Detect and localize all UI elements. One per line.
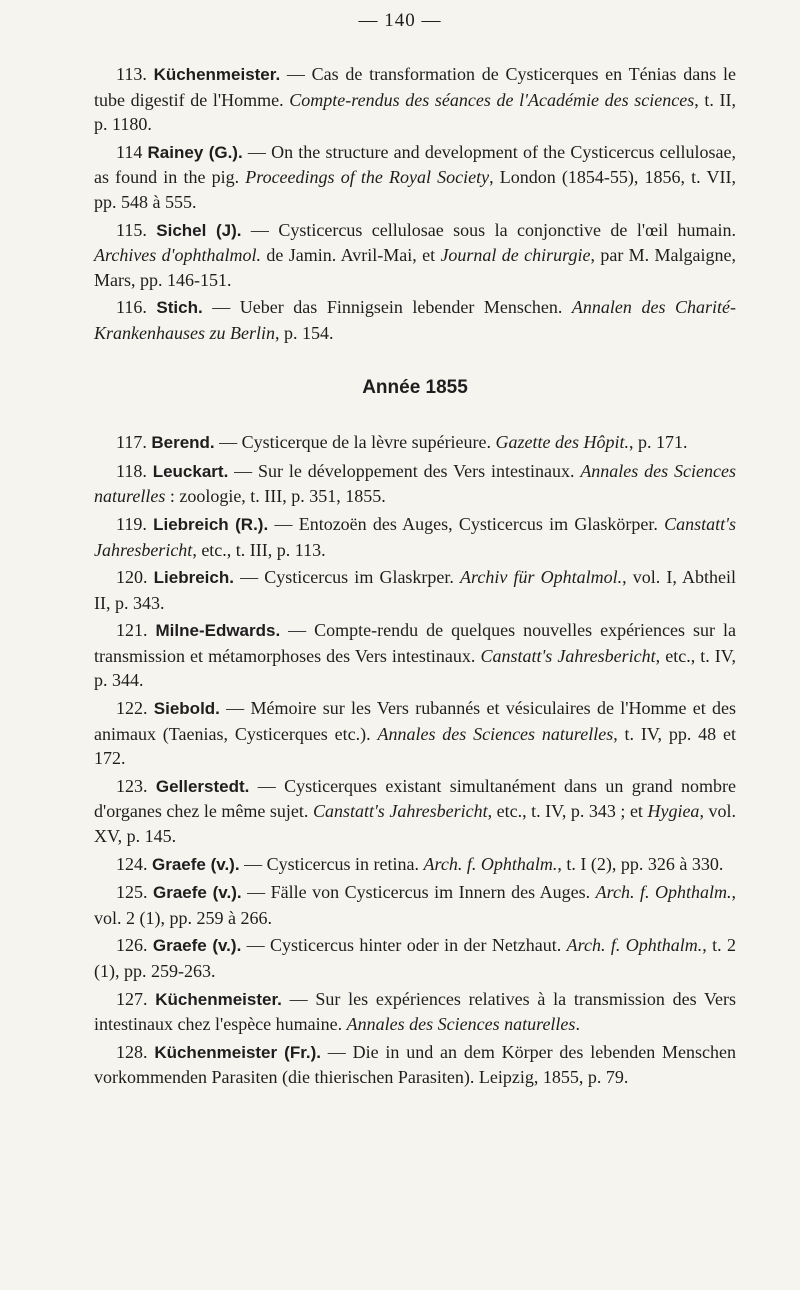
entry-source: Annales des Sciences naturelles xyxy=(346,1014,576,1035)
entry-title: — Mémoire sur les Vers rubannés et vésiculaires de l'Homme et des animaux (Taenias, Cysticerques etc.). xyxy=(94,698,737,744)
bibliography-entry xyxy=(94,880,736,930)
entry-details: , t. 2 (1), pp. 259-263. xyxy=(94,935,736,981)
entry-source: Archives d'ophthalmol. xyxy=(94,245,262,266)
entry-source: Arch. f. Ophthalm. xyxy=(595,882,732,903)
entry-number: 116. xyxy=(116,297,157,318)
entry-source: Archiv für Ophtalmol. xyxy=(460,567,623,588)
bibliography-entry xyxy=(94,62,736,137)
entry-number: 128. xyxy=(116,1041,155,1062)
entry-details: , etc., t. IV, p. 344. xyxy=(94,645,736,691)
page-number: — 140 — xyxy=(358,10,442,31)
entry-number: 115. xyxy=(116,219,157,240)
entry-source: Gazette des Hôpit. xyxy=(495,432,630,453)
entry-details: , p. 171. xyxy=(629,432,688,453)
entry-author: Leuckart. xyxy=(152,461,229,481)
entry-title: — Cas de transformation de Cysticerques en Ténias dans le tube digestif de l'Homme. xyxy=(94,64,736,110)
entry-source: Journal de chirurgie xyxy=(440,245,591,266)
bibliography-entry xyxy=(94,565,736,615)
entry-author: Liebreich. xyxy=(153,568,234,588)
bibliography-entry xyxy=(94,295,736,345)
entry-details: , t. II, p. 1180. xyxy=(94,89,736,135)
entry-author: Stich. xyxy=(156,298,203,318)
entry-details: , p. 154. xyxy=(274,322,334,343)
bibliography-entry xyxy=(94,852,736,878)
entry-number: 121. xyxy=(116,620,156,641)
entry-author: Siebold. xyxy=(153,699,220,719)
entry-details: , vol. 2 (1), pp. 259 à 266. xyxy=(94,882,736,928)
entry-source: Annales des Sciences naturelles xyxy=(94,460,736,507)
entry-title: — Cysticercus in retina. xyxy=(239,853,424,874)
entry-author: Küchenmeister. xyxy=(155,989,282,1009)
entries-before-1855 xyxy=(94,62,736,346)
entry-source: Canstatt's Jahresbericht xyxy=(312,801,488,822)
entry-source: Arch. f. Ophthalm. xyxy=(423,853,558,874)
entry-source: Canstatt's Jahresbericht xyxy=(94,513,736,560)
bibliography-entry xyxy=(94,1040,736,1090)
entry-source: Annales des Sciences naturelles xyxy=(377,723,614,744)
entry-number: 125. xyxy=(116,882,154,903)
entry-number: 127. xyxy=(116,988,156,1009)
entry-source: Canstatt's Jahresbericht xyxy=(480,645,656,666)
bibliography-entry xyxy=(94,459,736,509)
entry-author: Küchenmeister (Fr.). xyxy=(154,1042,321,1062)
entry-title: — Cysticerque de la lèvre supérieure. xyxy=(214,432,496,453)
entry-author: Graefe (v.). xyxy=(153,883,242,903)
entry-author: Milne-Edwards. xyxy=(155,621,281,641)
entries-1855 xyxy=(94,430,736,1090)
entry-source: Annalen des Charité-Krankenhauses zu Berlin xyxy=(94,297,736,343)
entry-details: , etc., t. IV, p. 343 ; et xyxy=(487,801,648,822)
entry-number: 120. xyxy=(116,567,154,588)
entry-title: — Cysticercus hinter oder in der Netzhaut. xyxy=(241,935,567,956)
entry-author: Graefe (v.). xyxy=(152,854,240,874)
entry-number: 123. xyxy=(116,775,156,796)
bibliography-entry xyxy=(94,512,736,562)
bibliography-entry xyxy=(94,430,736,456)
entry-title: — On the structure and development of the Cysticercus cellulosae, as found in the pig. xyxy=(94,141,736,188)
entry-details: , vol. XV, p. 145. xyxy=(94,801,736,847)
entry-details: , t. I (2), pp. 326 à 330. xyxy=(557,853,724,874)
entry-details: , t. IV, pp. 48 et 172. xyxy=(94,723,736,769)
bibliography-entry xyxy=(94,933,736,983)
entry-title: — Compte-rendu de quelques nouvelles expériences sur la transmission et métamorphoses des Vers intestinaux. xyxy=(94,620,737,666)
entry-title: — Sur les expériences relatives à la transmission des Vers intestinaux chez l'espèce humaine. xyxy=(94,988,737,1035)
entry-details: : zoologie, t. III, p. 351, 1855. xyxy=(165,486,386,507)
entry-title: — Cysticerques existant simultanément dans un grand nombre d'organes chez le même sujet. xyxy=(94,775,737,822)
entry-details: , etc., t. III, p. 113. xyxy=(192,539,326,560)
entry-source: Hygiea xyxy=(647,801,700,822)
entry-number: 124. xyxy=(116,853,152,874)
bibliography-entry xyxy=(94,618,736,693)
entry-title: — Entozoën des Auges, Cysticercus im Glaskörper. xyxy=(268,513,665,534)
entry-source: Compte-rendus des séances de l'Académie des sciences xyxy=(289,89,695,110)
entry-author: Graefe (v.). xyxy=(152,936,242,956)
entry-author: Liebreich (R.). xyxy=(153,514,269,534)
year-heading: Année 1855 xyxy=(362,376,468,398)
bibliography-entry xyxy=(94,696,736,771)
entry-author: Sichel (J). xyxy=(156,220,242,240)
entry-title: — Cysticercus cellulosae sous la conjonctive de l'œil humain. xyxy=(241,219,736,240)
entry-author: Küchenmeister. xyxy=(153,65,281,84)
entry-number: 114 xyxy=(116,141,148,162)
entry-number: 113. xyxy=(116,64,154,84)
entry-author: Gellerstedt. xyxy=(155,776,250,796)
entry-title: — Cysticercus im Glaskrper. xyxy=(233,567,461,588)
entry-number: 126. xyxy=(116,935,153,956)
entry-details: . xyxy=(575,1014,580,1035)
entry-title: — Fälle von Cysticercus im Innern des Auges. xyxy=(241,882,596,903)
entry-number: 118. xyxy=(116,460,153,481)
bibliography-entry xyxy=(94,140,736,215)
entry-details: , London (1854-55), 1856, t. VII, pp. 548 à 555. xyxy=(94,167,736,212)
entry-number: 117. xyxy=(116,432,152,453)
entry-title: — Die in und an dem Körper des lebenden Menschen vorkommenden Parasiten (die thierischen Parasiten). Leipzig, 1855, p. 79. xyxy=(94,1041,736,1088)
entry-title: — Sur le développement des Vers intestinaux. xyxy=(228,460,581,481)
entry-details: , par M. Malgaigne, Mars, pp. 146-151. xyxy=(94,245,736,290)
entry-author: Berend. xyxy=(151,433,215,453)
entry-number: 119. xyxy=(116,513,154,534)
entry-number: 122. xyxy=(116,698,154,719)
entry-source: Arch. f. Ophthalm. xyxy=(566,935,703,956)
bibliography-list xyxy=(94,62,736,1093)
entry-details: , vol. I, Abtheil II, p. 343. xyxy=(94,567,736,613)
entry-details: de Jamin. Avril-Mai, et xyxy=(261,245,441,266)
bibliography-entry xyxy=(94,987,736,1037)
bibliography-entry xyxy=(94,774,736,849)
entry-author: Rainey (G.). xyxy=(147,142,243,162)
entry-source: Proceedings of the Royal Society xyxy=(245,167,490,188)
entry-title: — Ueber das Finnigsein lebender Menschen. xyxy=(202,297,572,318)
bibliography-entry xyxy=(94,218,736,293)
